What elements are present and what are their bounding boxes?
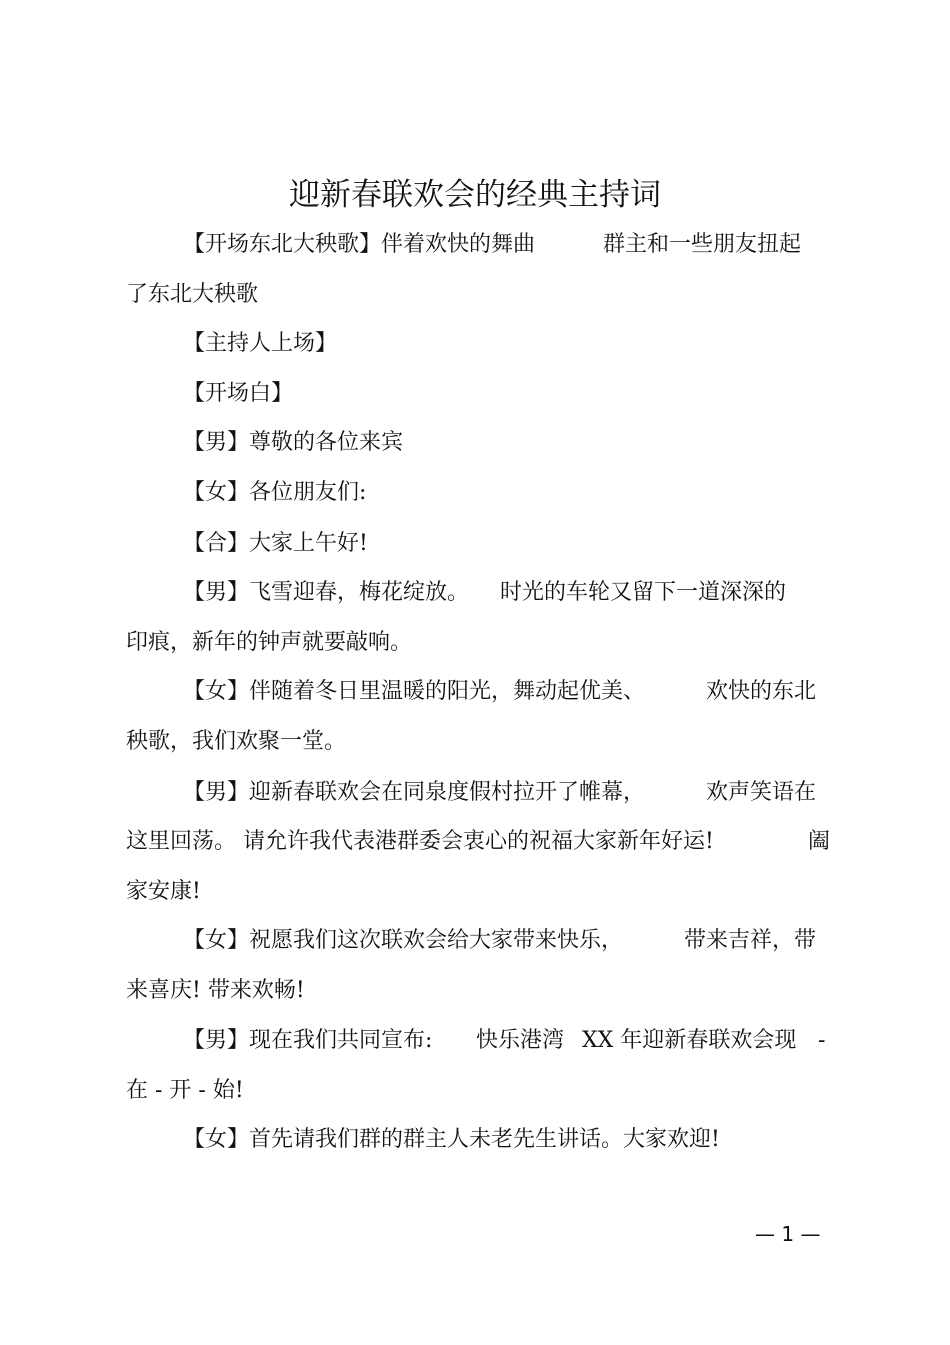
paragraph-line-segment: XX 年迎新春联欢会现 xyxy=(582,1028,797,1053)
paragraph-line-tail: 阖 xyxy=(808,829,831,854)
paragraph-line: 【女】首先请我们群的群主人未老先生讲话。大家欢迎! xyxy=(183,1127,720,1152)
paragraph-line: 秧歌，我们欢聚一堂。 xyxy=(126,729,347,754)
paragraph-line: 印痕，新年的钟声就要敲响。 xyxy=(126,630,413,655)
document-title: 迎新春联欢会的经典主持词 xyxy=(289,177,661,213)
paragraph-line-segment: - xyxy=(818,1028,826,1053)
paragraph-line-tail: 群主和一些朋友扭起 xyxy=(603,232,802,257)
paragraph-line-segment: 快乐港湾 xyxy=(476,1028,565,1053)
paragraph-line: 【开场东北大秧歌】伴着欢快的舞曲 xyxy=(183,232,536,257)
paragraph-line: 【开场白】 xyxy=(183,381,294,406)
paragraph-line: 【男】迎新春联欢会在同泉度假村拉开了帷幕， xyxy=(183,780,646,805)
paragraph-line-tail: 欢声笑语在 xyxy=(706,780,817,805)
page-number: — 1 — xyxy=(755,1222,821,1246)
paragraph-line: 【女】各位朋友们: xyxy=(183,480,367,505)
paragraph-line: 了东北大秧歌 xyxy=(126,282,259,307)
paragraph-line: 家安康! xyxy=(126,879,201,904)
paragraph-line-tail: 时光的车轮又留下一道深深的 xyxy=(500,580,787,605)
paragraph-line: 来喜庆! 带来欢畅! xyxy=(126,978,305,1003)
paragraph-line: 【合】大家上午好! xyxy=(183,531,368,556)
paragraph-line: 【女】祝愿我们这次联欢会给大家带来快乐， xyxy=(183,928,624,953)
paragraph-line: 这里回荡。 请允许我代表港群委会衷心的祝福大家新年好运! xyxy=(126,829,714,854)
paragraph-line-tail: 欢快的东北 xyxy=(706,679,817,704)
paragraph-line: 【男】尊敬的各位来宾 xyxy=(183,430,404,455)
paragraph-line: 【主持人上场】 xyxy=(183,331,338,356)
paragraph-line: 【男】现在我们共同宣布: xyxy=(183,1028,433,1053)
paragraph-line-tail: 带来吉祥，带 xyxy=(684,928,817,953)
paragraph-line: 在 - 开 - 始! xyxy=(126,1078,244,1103)
paragraph-line: 【女】伴随着冬日里温暖的阳光，舞动起优美、 xyxy=(183,679,646,704)
paragraph-line: 【男】飞雪迎春，梅花绽放。 xyxy=(183,580,470,605)
